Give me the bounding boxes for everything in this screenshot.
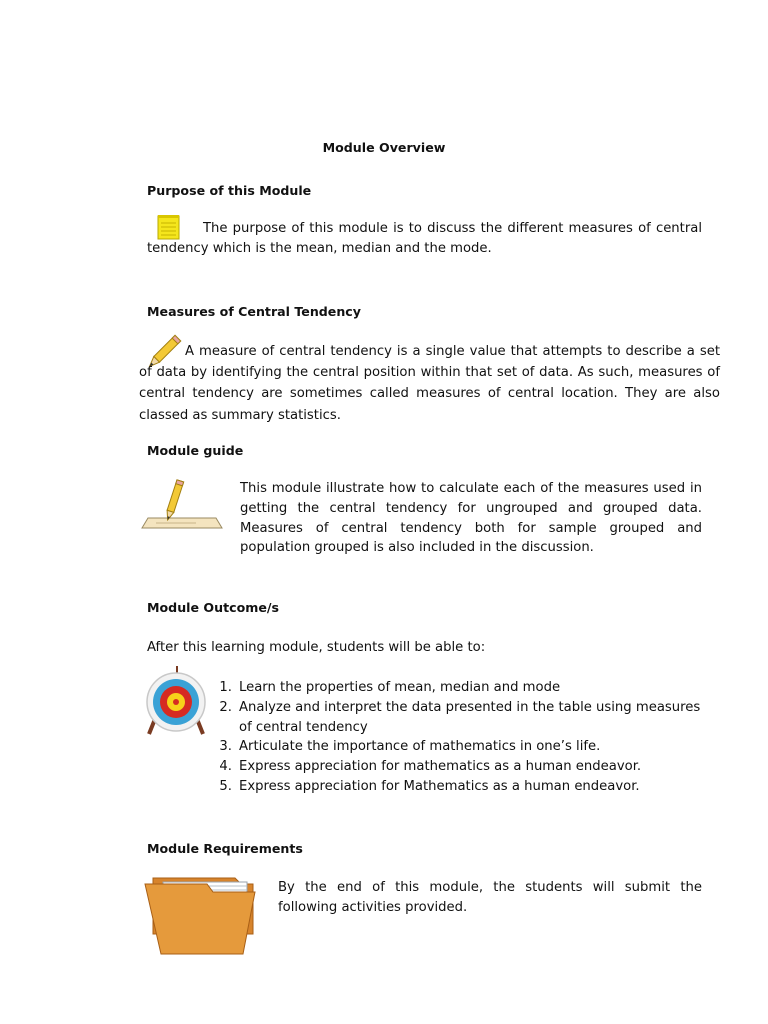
outcomes-list xyxy=(212,678,712,797)
guide-heading: Module guide xyxy=(147,443,244,458)
requirements-text: By the end of this module, the students will submit the following activities provided. xyxy=(278,880,702,916)
list-item: 1. Learn the properties of mean, median and mode xyxy=(219,680,561,695)
outcomes-heading: Module Outcome/s xyxy=(147,600,279,615)
requirements-heading: Module Requirements xyxy=(147,841,303,856)
purpose-text: The purpose of this module is to discuss the different measures of central tendency which is the mean, median and the mode. xyxy=(147,221,702,257)
guide-text: This module illustrate how to calculate each of the measures used in getting the central tendency for ungrouped and grouped data. Measures of central tendency both for sample grouped and population grouped is also included in the discussion. xyxy=(240,481,702,556)
target-icon xyxy=(143,664,209,740)
list-item: 4. Express appreciation for mathematics as a human endeavor. xyxy=(219,759,642,775)
list-item: 5. Express appreciation for Mathematics as a human endeavor. xyxy=(219,778,640,794)
list-item: 2. Analyze and interpret the data presented in the table using measures of central tendency xyxy=(219,699,701,735)
pencil-paper-icon xyxy=(140,478,224,536)
purpose-heading: Purpose of this Module xyxy=(147,183,312,198)
central-tendency-heading: Measures of Central Tendency xyxy=(147,304,361,319)
outcomes-intro: After this learning module, students will be able to: xyxy=(147,640,486,655)
central-tendency-text: A measure of central tendency is a single value that attempts to describe a set of data by identifying the central position within that set of data. As such, measures of central tendency are sometimes called measures of central location. They are also classed as summary statistics. xyxy=(139,344,720,423)
folder-icon xyxy=(143,874,257,960)
list-item: 3. Articulate the importance of mathematics in one’s life. xyxy=(219,739,601,755)
page-title: Module Overview xyxy=(322,140,446,155)
